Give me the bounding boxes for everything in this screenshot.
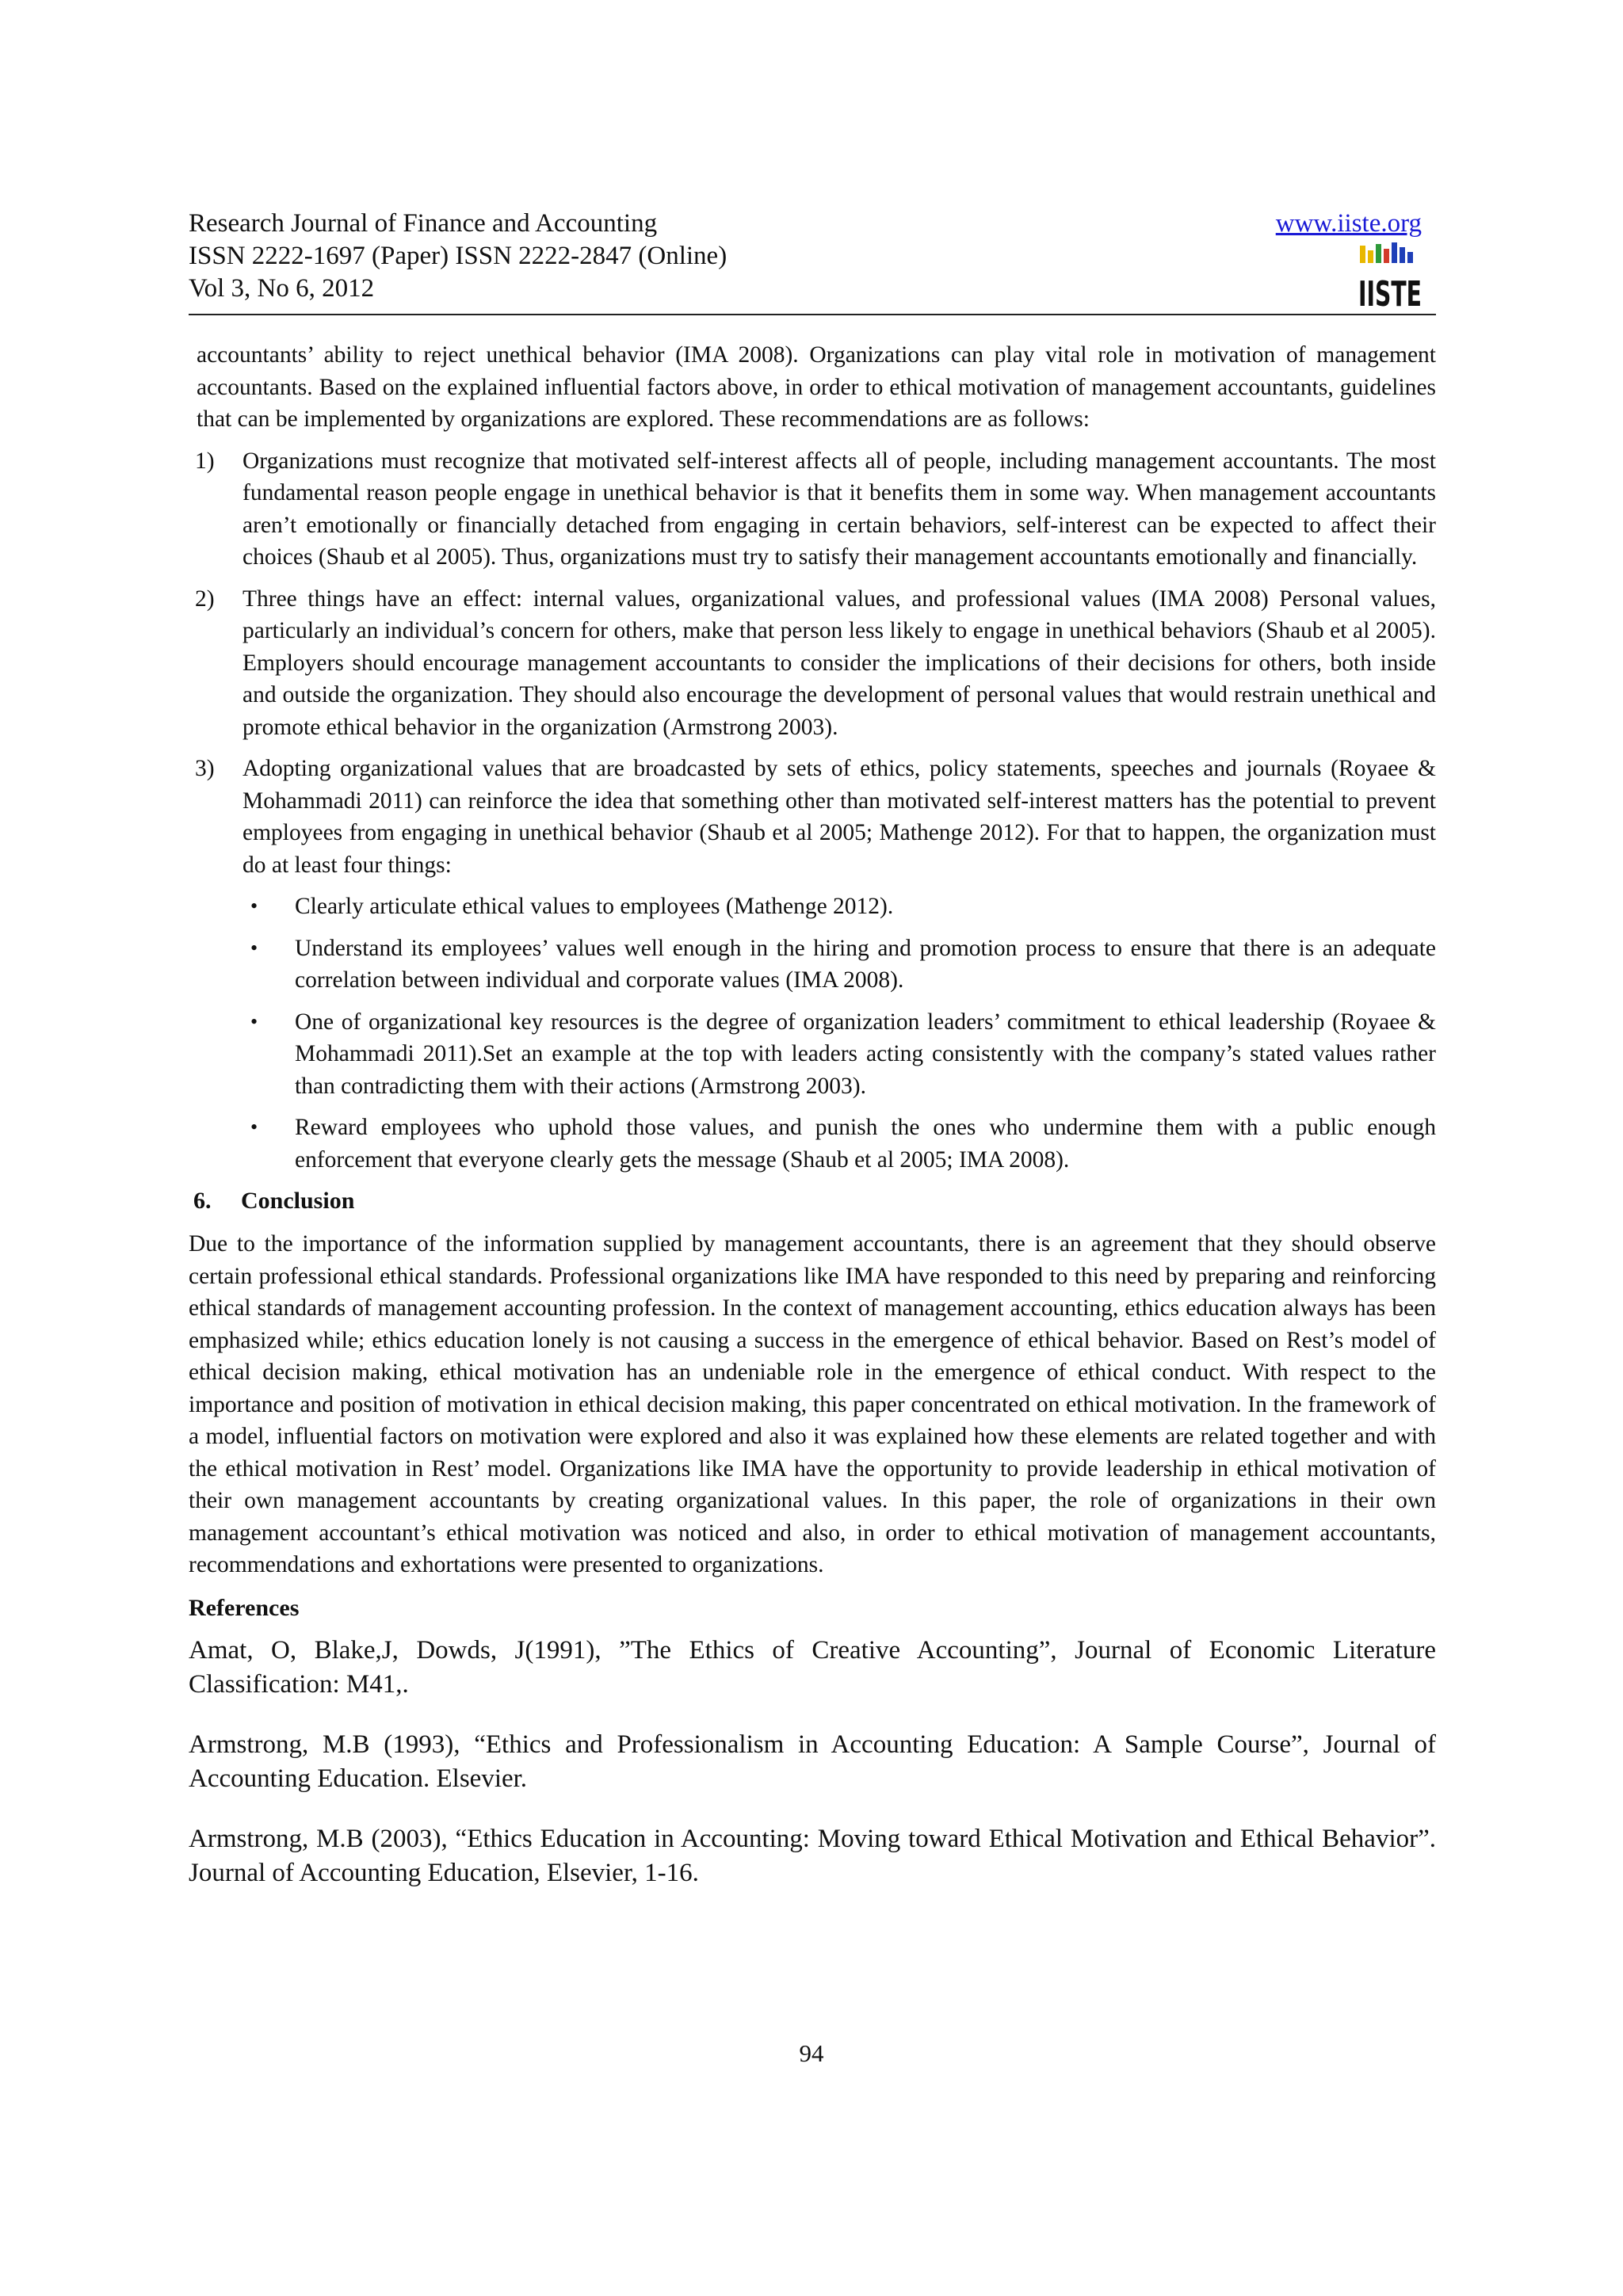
bullet-text: Clearly articulate ethical values to employees (Mathenge 2012). (295, 894, 894, 919)
running-header (189, 208, 1436, 317)
item-text: Three things have an effect: internal values, organizational values, and professional values (IMA 2008) Personal values, particularly an individual’s concern for others, make that person less likely to engage in unethical behaviors (Shaub et al 2005). Employers should encourage management accountants to consider the implications of their decisions for others, both inside and outside the organization. They should also encourage the development of personal values that would restrain unethical and promote ethical behavior in the organization (Armstrong 2003). (242, 585, 1436, 740)
reference-entry: Armstrong, M.B (2003), “Ethics Education in Accounting: Moving toward Ethical Motivation and Ethical Behavior”. Journal of Accounting Education, Elsevier, 1-16. (189, 1824, 1436, 1887)
item-number: 1) (195, 448, 215, 474)
logo-bar-6 (1400, 247, 1405, 263)
iiste-logo (1357, 241, 1423, 315)
header-divider (189, 314, 1436, 315)
page-number: 94 (799, 2039, 824, 2067)
bullet-text: One of organizational key resources is the degree of organization leaders’ commitment to ethical leadership (Royaee & Mohammadi 2011).Set an example at the top with leaders acting consistently with the company’s stated values rather than contradicting them with their actions (Armstrong 2003). (295, 1009, 1436, 1099)
section-number: 6. (193, 1188, 212, 1214)
journal-issn: ISSN 2222-1697 (Paper) ISSN 2222-2847 (Online) (189, 242, 727, 270)
logo-bar-2 (1368, 250, 1373, 263)
journal-volume: Vol 3, No 6, 2012 (189, 274, 375, 303)
logo-bar-7 (1407, 252, 1413, 263)
reference-entry: Amat, O, Blake,J, Dowds, J(1991), ”The Ethics of Creative Accounting”, Journal of Economic Literature Classification: M41,. (189, 1635, 1436, 1699)
bullet-text: Understand its employees’ values well enough in the hiring and promotion process to ensure that there is an adequate correlation between individual and corporate values (IMA 2008). (295, 935, 1436, 993)
page-content (189, 339, 1436, 1917)
bullet-item (189, 1112, 1436, 1176)
logo-bar-3 (1376, 244, 1381, 263)
recommendation-item-2 (189, 583, 1436, 744)
journal-website-link[interactable]: www.iiste.org (1275, 209, 1422, 238)
bullet-icon: • (250, 1009, 258, 1033)
intro-paragraph: accountants’ ability to reject unethical behavior (IMA 2008). Organizations can play vital role in motivation of management accountants. Based on the explained influential factors above, in order to ethical motivation of management accountants, guidelines that can be implemented by organizations are explored. These recommendations are as follows: (197, 342, 1436, 432)
bullet-item (189, 933, 1436, 997)
reference-entry: Armstrong, M.B (1993), “Ethics and Professionalism in Accounting Education: A Sample Course”, Journal of Accounting Education. Elsevier. (189, 1730, 1436, 1793)
section-title: Conclusion (241, 1188, 355, 1214)
journal-title: Research Journal of Finance and Accounting (189, 209, 658, 238)
bullet-icon: • (250, 894, 258, 917)
logo-bar-4 (1384, 249, 1389, 263)
references-heading: References (189, 1594, 300, 1621)
journal-info (189, 208, 727, 305)
recommendation-item-1 (189, 445, 1436, 574)
item-number: 3) (195, 756, 215, 781)
item-text: Organizations must recognize that motivated self-interest affects all of people, including management accountants. The most fundamental reason people engage in unethical behavior is that it benefits them in some way. When management accountants aren’t emotionally or financially detached from engaging in certain behaviors, self-interest can be expected to affect their choices (Shaub et al 2005). Thus, organizations must try to satisfy their management accountants emotionally and financially. (242, 448, 1436, 570)
item-text: Adopting organizational values that are broadcasted by sets of ethics, policy statements, speeches and journals (Royaee & Mohammadi 2011) can reinforce the idea that something other than motivated self-interest matters has the potential to prevent employees from engaging in unethical behavior (Shaub et al 2005; Mathenge 2012). For that to happen, the organization must do at least four things: (242, 756, 1436, 878)
bullet-list (189, 891, 1436, 1176)
item-number: 2) (195, 585, 215, 612)
bullet-icon: • (250, 1116, 258, 1138)
bullet-text: Reward employees who uphold those values, and punish the ones who undermine them with a public enough enforcement that everyone clearly gets the message (Shaub et al 2005; IMA 2008). (295, 1115, 1436, 1173)
logo-wordmark: IISTE (1358, 274, 1422, 315)
section-heading-conclusion (193, 1185, 1436, 1217)
logo-bar-5 (1392, 242, 1397, 263)
conclusion-paragraph: Due to the importance of the information supplied by management accountants, there is an agreement that they should observe certain professional ethical standards. Professional organizations like IMA have responded to this need by preparing and reinforcing ethical standards of management accounting profession. In the context of management accounting, ethics education always has been emphasized while; ethics education lonely is not causing a success in the emergence of ethical behavior. Based on Rest’s model of ethical decision making, ethical motivation has an undeniable role in the emergence of ethical conduct. With respect to the importance and position of motivation in ethical decision making, this paper concentrated on ethical motivation. In the framework of a model, influential factors on motivation were explored and also it was explained how these elements are related together and with the ethical motivation in Rest’ model. Organizations like IMA have the opportunity to provide leadership in ethical motivation of their own management accountants by creating organizational values. In this paper, the role of organizations in their own management accountant’s ethical motivation was noticed and also, in order to ethical motivation of management accountants, recommendations and exhortations were presented to organizations. (189, 1231, 1436, 1577)
recommendation-item-3 (189, 753, 1436, 881)
bullet-item (189, 891, 1436, 923)
bullet-icon: • (250, 936, 258, 959)
logo-bar-1 (1360, 246, 1365, 263)
bullet-item (189, 1006, 1436, 1103)
